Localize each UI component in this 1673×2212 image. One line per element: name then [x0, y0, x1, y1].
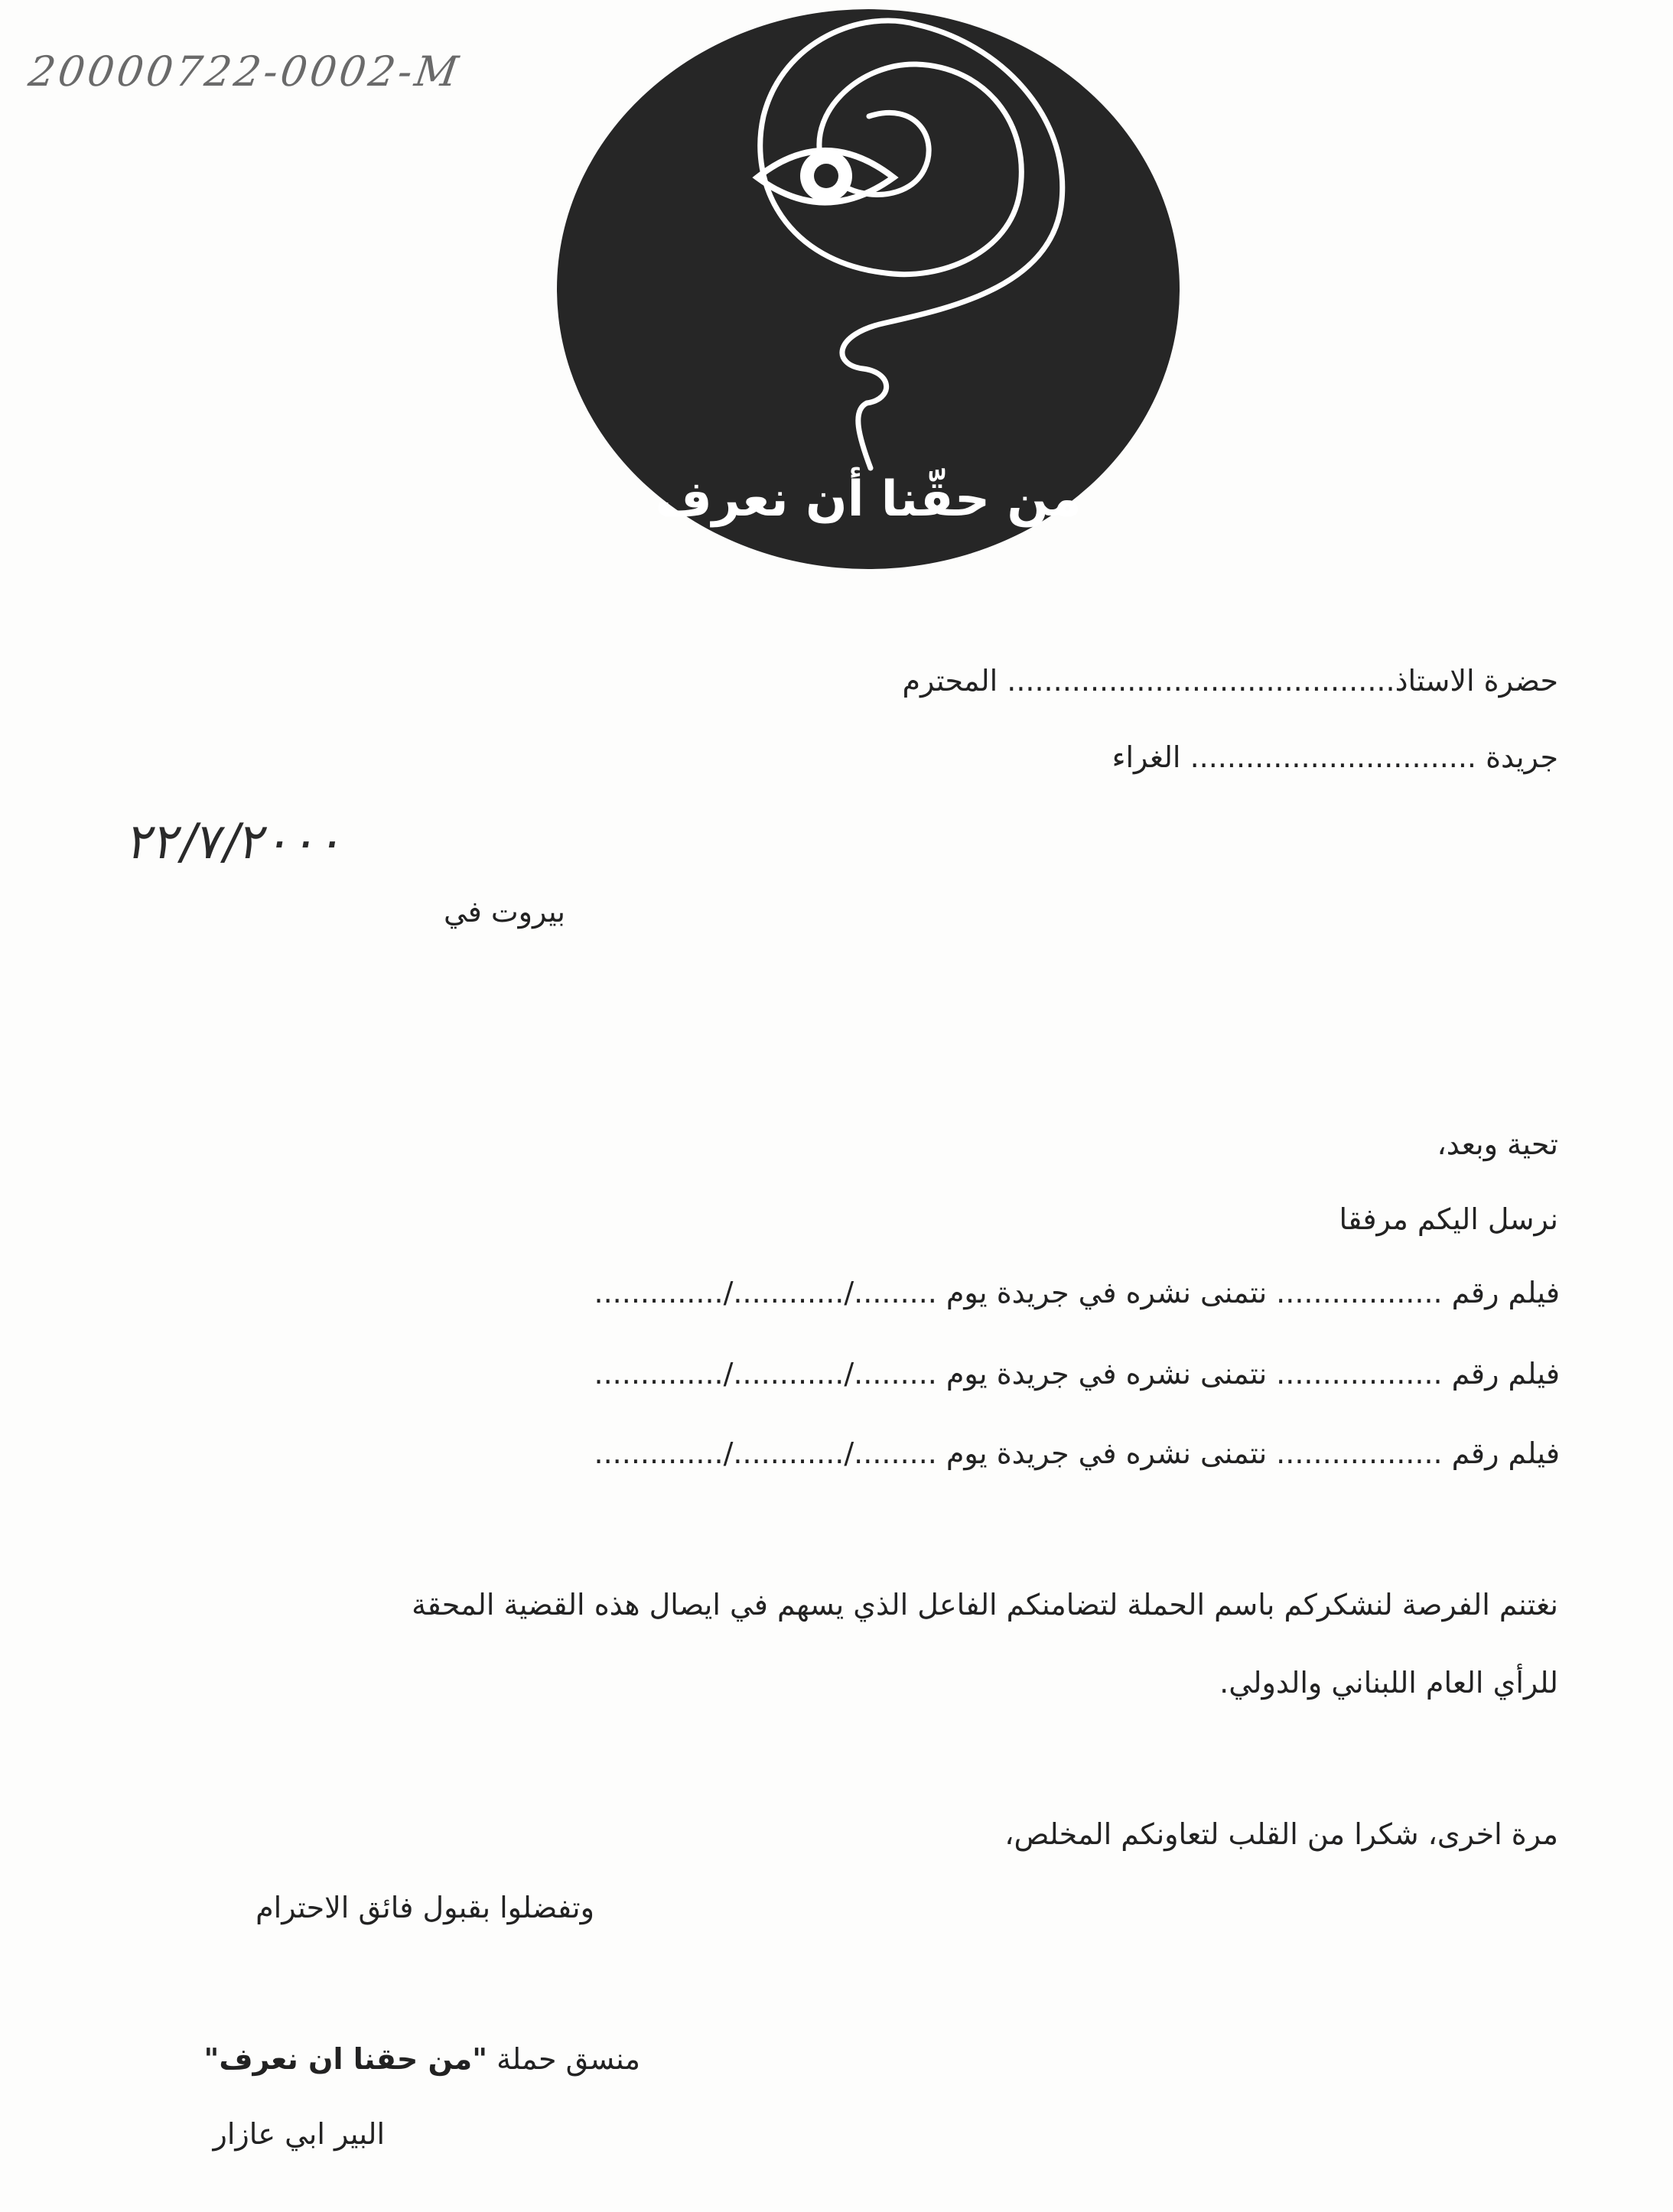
recipient-newspaper-line [1112, 740, 1558, 774]
newspaper-name: الغراء [1112, 740, 1181, 774]
salutation-dots: .......................................... [1007, 664, 1395, 698]
film-row [585, 1357, 1560, 1391]
salutation-suffix: المحترم [902, 664, 998, 698]
newspaper-prefix: جريدة [1486, 740, 1558, 774]
greeting: تحية وبعد، [1437, 1127, 1558, 1161]
logo-slogan: من حقّنا أن نعرف [655, 471, 1082, 528]
film-number-dots: .................. [1276, 1276, 1443, 1309]
campaign-logo [557, 9, 1180, 569]
intro-line: نرسل اليكم مرفقا [1339, 1202, 1558, 1236]
film-row [585, 1436, 1560, 1470]
newspaper-dots: ............................... [1190, 740, 1477, 774]
film-label: فيلم رقم [1451, 1436, 1560, 1470]
film-row [585, 1276, 1560, 1309]
signature-role-prefix: منسق حملة [496, 2042, 640, 2076]
eye-pupil-icon [814, 164, 838, 188]
thanks-line: مرة اخرى، شكرا من القلب لتعاونكم المخلص، [1004, 1817, 1558, 1851]
film-date-blank: ........./............/.............. [594, 1276, 937, 1309]
closing-line: وتفضلوا بقبول فائق الاحترام [256, 1891, 594, 1924]
film-date-blank: ........./............/.............. [594, 1357, 937, 1391]
signature-name: البير ابي عازار [213, 2117, 385, 2151]
film-text: نتمنى نشره في جريدة يوم [946, 1276, 1268, 1309]
film-label: فيلم رقم [1451, 1357, 1560, 1391]
film-text: نتمنى نشره في جريدة يوم [946, 1436, 1268, 1470]
handwritten-date: ٢٢/٧/٢٠٠٠ [123, 814, 351, 870]
film-number-dots: .................. [1276, 1436, 1443, 1470]
recipient-salutation-line [903, 664, 1558, 698]
signature-campaign-name: "من حقنا ان نعرف" [203, 2042, 487, 2076]
place-line: بيروت في [443, 895, 565, 929]
film-text: نتمنى نشره في جريدة يوم [946, 1357, 1268, 1391]
archive-reference: 20000722-0002-M [25, 47, 464, 96]
film-number-dots: .................. [1276, 1357, 1443, 1391]
body-paragraph-line-2: للرأي العام اللبناني والدولي. [1219, 1666, 1558, 1700]
body-paragraph-line-1: نغتنم الفرصة لنشكركم باسم الحملة لتضامنكم الفاعل الذي يسهم في ايصال هذه القضية المحقة [412, 1588, 1558, 1622]
film-label: فيلم رقم [1451, 1276, 1560, 1309]
salutation-prefix: حضرة الاستاذ [1395, 664, 1558, 698]
film-date-blank: ........./............/.............. [594, 1436, 937, 1470]
signature-role-line [204, 2042, 640, 2076]
